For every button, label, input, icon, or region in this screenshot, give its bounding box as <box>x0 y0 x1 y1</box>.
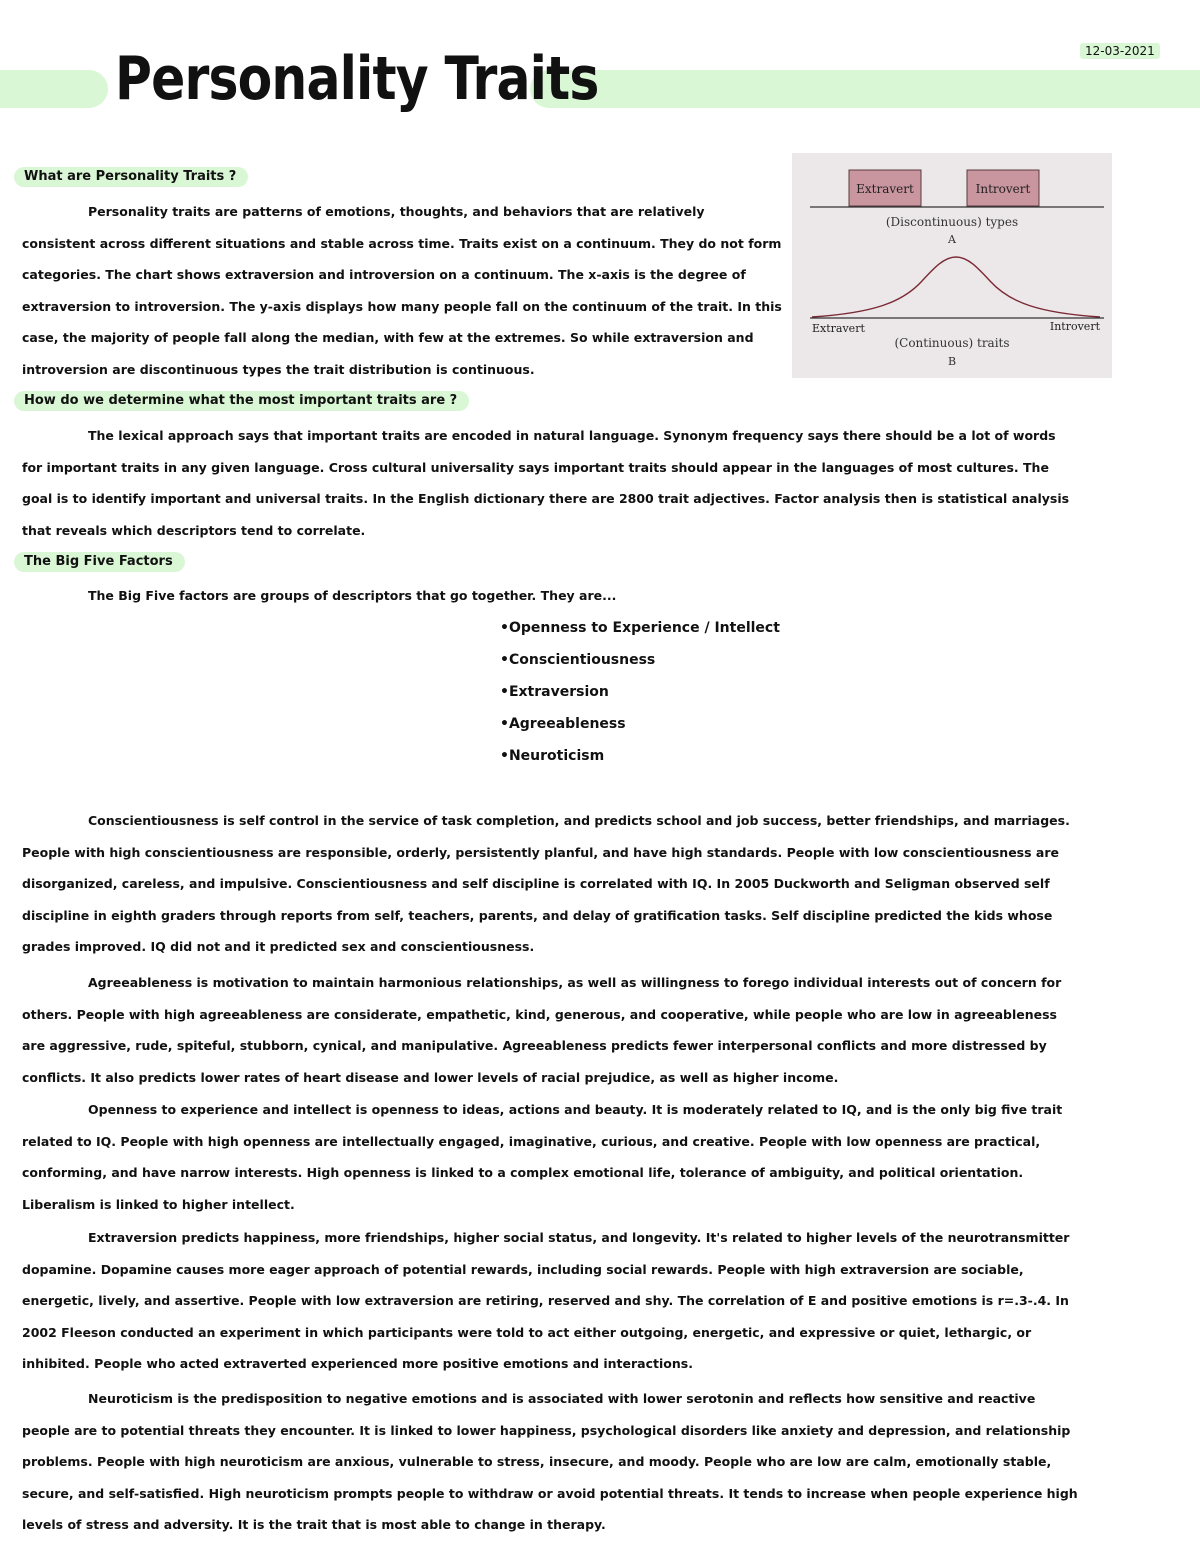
paragraph-extraversion: Extraversion predicts happiness, more friendships, higher social status, and longevity. It's related to higher levels of the neurotransmitter dopamine. Dopamine causes more eager approach of potential rewards, including social rewards. People with high extraversion are sociable, energetic, lively, and assertive. People with low extraversion are retiring, reserved and shy. The correlation of E and positive emotions is r=.3-.4. In 2002 Fleeson conducted an experiment in which participants were told to act either outgoing, energetic, and expressive or quiet, lethargic, or inhibited. People who acted extraverted experienced more positive emotions and interactions. <box>22 1230 1070 1371</box>
trait-distribution-figure <box>792 153 1112 378</box>
section-paragraph-big-five: The Big Five factors are groups of descriptors that go together. They are... <box>88 588 617 603</box>
section-paragraph-important-traits: The lexical approach says that important traits are encoded in natural language. Synonym frequency says there should be a lot of words for important traits in any given language. Cross cultural universality says important traits should appear in the languages of most cultures. The goal is to identify important and universal traits. In the English dictionary there are 2800 trait adjectives. Factor analysis then is statistical analysis that reveals which descriptors tend to correlate. <box>22 428 1070 538</box>
label-b: B <box>947 355 957 368</box>
label-a: A <box>948 233 956 246</box>
traits-caption: (Continuous) traits <box>894 336 1010 350</box>
list-item: •Agreeableness <box>500 716 626 732</box>
types-caption: (Discontinuous) types <box>885 215 1019 229</box>
paragraph-openness: Openness to experience and intellect is openness to ideas, actions and beauty. It is moderately related to IQ, and is the only big five trait related to IQ. People with high openness are intellectually engaged, imaginative, curious, and creative. People with low openness are practical, conforming, and have narrow interests. High openness is linked to a complex emotional life, tolerance of ambiguity, and political orientation. Liberalism is linked to higher intellect. <box>22 1102 1063 1212</box>
paragraph-neuroticism: Neuroticism is the predisposition to negative emotions and is associated with lower serotonin and reflects how sensitive and reactive people are to potential threats they encounter. It is linked to lower happiness, psychological disorders like anxiety and depression, and relationship problems. People with high neuroticism are anxious, vulnerable to stress, insecure, and moody. People who are low are calm, emotionally stable, secure, and self-satisfied. High neuroticism prompts people to withdraw or avoid potential threats. It tends to increase when people experience high levels of stress and adversity. It is the trait that is most able to change in therapy. <box>22 1391 1078 1532</box>
section-heading-important-traits: How do we determine what the most important traits are ? <box>14 391 469 411</box>
section-paragraph-what-are-traits: Personality traits are patterns of emotions, thoughts, and behaviors that are relatively consistent across different situations and stable across time. Traits exist on a continuum. They do not form categories. The chart shows extraversion and introversion on a continuum. The x-axis is the degree of extraversion to introversion. The y-axis displays how many people fall on the continuum of the trait. In this case, the majority of people fall along the median, with few at the extremes. So while extraversion and introversion are discontinuous types the trait distribution is continuous. <box>22 204 782 377</box>
section-heading-big-five: The Big Five Factors <box>14 552 185 572</box>
big-five-list <box>500 612 780 772</box>
list-item: •Openness to Experience / Intellect <box>500 620 780 636</box>
header-highlight-right <box>530 70 1200 108</box>
list-item: •Extraversion <box>500 684 609 700</box>
date-stamp: 12-03-2021 <box>1080 43 1160 59</box>
header-highlight-left <box>0 70 108 108</box>
axis-label-introvert: Introvert <box>1049 320 1100 333</box>
introvert-type-label: Introvert <box>975 182 1031 196</box>
list-item: •Conscientiousness <box>500 652 656 668</box>
section-heading-what-are-traits: What are Personality Traits ? <box>14 167 248 187</box>
page-title: Personality Traits <box>115 44 599 114</box>
axis-label-extravert: Extravert <box>812 322 865 335</box>
extravert-type-label: Extravert <box>856 182 914 196</box>
paragraph-agreeableness: Agreeableness is motivation to maintain harmonious relationships, as well as willingness to forego individual interests out of concern for others. People with high agreeableness are considerate, empathetic, kind, generous, and cooperative, while people who are low in agreeableness are aggressive, rude, spiteful, stubborn, cynical, and manipulative. Agreeableness predicts fewer interpersonal conflicts and more distressed by conflicts. It also predicts lower rates of heart disease and lower levels of racial prejudice, as well as higher income. <box>22 975 1062 1085</box>
bell-curve <box>812 257 1100 317</box>
paragraph-conscientiousness: Conscientiousness is self control in the service of task completion, and predicts school and job success, better friendships, and marriages. People with high conscientiousness are responsible, orderly, persistently planful, and have high standards. People with low conscientiousness are disorganized, careless, and impulsive. Conscientiousness and self discipline is correlated with IQ. In 2005 Duckworth and Seligman observed self discipline in eighth graders through reports from self, teachers, parents, and delay of gratification tasks. Self discipline predicted the kids whose grades improved. IQ did not and it predicted sex and conscientiousness. <box>22 813 1070 954</box>
list-item: •Neuroticism <box>500 748 605 764</box>
